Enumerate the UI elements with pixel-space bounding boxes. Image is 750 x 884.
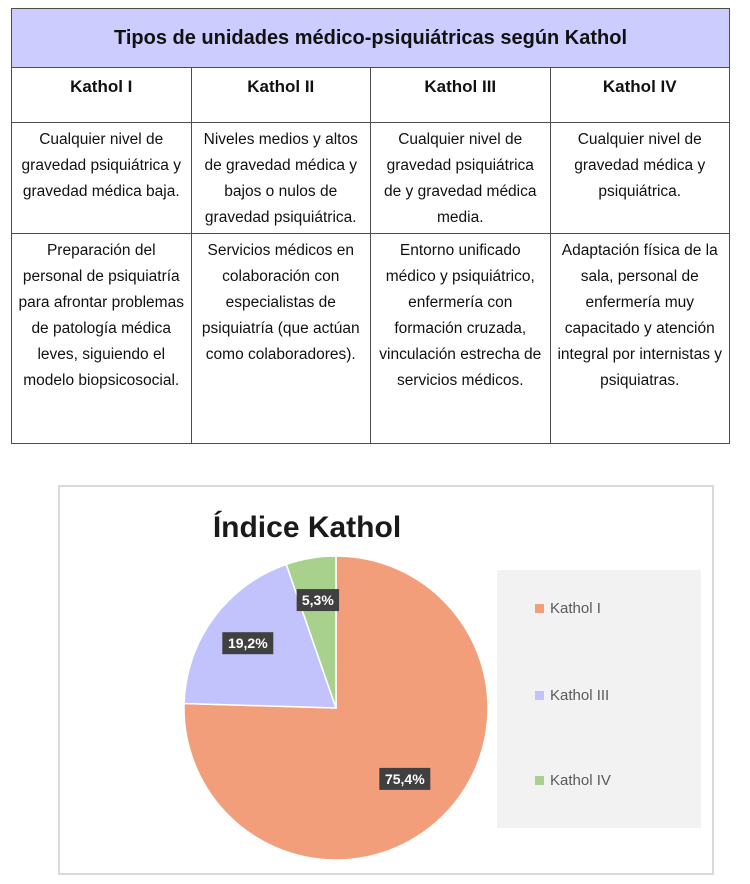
legend-label: Kathol III xyxy=(550,687,610,704)
table-title: Tipos de unidades médico-psiquiátricas según Kathol xyxy=(12,9,730,68)
legend-item xyxy=(535,687,609,704)
header-kathol-1: Kathol I xyxy=(12,68,192,123)
table-cell: Cualquier nivel de gravedad médica y psiquiátrica. xyxy=(550,123,730,234)
legend-item xyxy=(535,600,601,617)
kathol-table xyxy=(11,8,730,444)
table-cell: Niveles medios y altos de gravedad médica y bajos o nulos de gravedad psiquiátrica. xyxy=(191,123,371,234)
table-cell: Servicios médicos en colaboración con especialistas de psiquiatría (que actúan como colaboradores). xyxy=(191,234,371,444)
legend-item xyxy=(535,772,611,789)
legend-label: Kathol IV xyxy=(550,772,611,789)
header-kathol-4: Kathol IV xyxy=(550,68,730,123)
data-label xyxy=(222,632,273,654)
legend-swatch xyxy=(535,691,544,700)
data-label-text: 75,4% xyxy=(384,770,425,787)
header-kathol-2: Kathol II xyxy=(191,68,371,123)
table-row xyxy=(12,123,730,234)
table-cell: Preparación del personal de psiquiatría para afrontar problemas de patología médica leves, siguiendo el modelo biopsicosocial. xyxy=(12,234,192,444)
data-label xyxy=(379,768,430,790)
data-label xyxy=(297,589,339,611)
chart-legend xyxy=(497,570,701,828)
table-row xyxy=(12,234,730,444)
table-cell: Cualquier nivel de gravedad psiquiátrica de y gravedad médica media. xyxy=(371,123,551,234)
table-cell: Cualquier nivel de gravedad psiquiátrica y gravedad médica baja. xyxy=(12,123,192,234)
data-label-text: 5,3% xyxy=(301,592,334,609)
table-cell: Entorno unificado médico y psiquiátrico, enfermería con formación cruzada, vinculación estrecha de servicios médicos. xyxy=(371,234,551,444)
legend-swatch xyxy=(535,604,544,613)
table-cell: Adaptación física de la sala, personal de enfermería muy capacitado y atención integral por internistas y psiquiatras. xyxy=(550,234,730,444)
pie-chart-panel xyxy=(58,485,714,875)
chart-title: Índice Kathol xyxy=(212,511,402,544)
header-kathol-3: Kathol III xyxy=(371,68,551,123)
legend-label: Kathol I xyxy=(550,600,601,617)
data-label-text: 19,2% xyxy=(227,635,268,652)
legend-swatch xyxy=(535,776,544,785)
